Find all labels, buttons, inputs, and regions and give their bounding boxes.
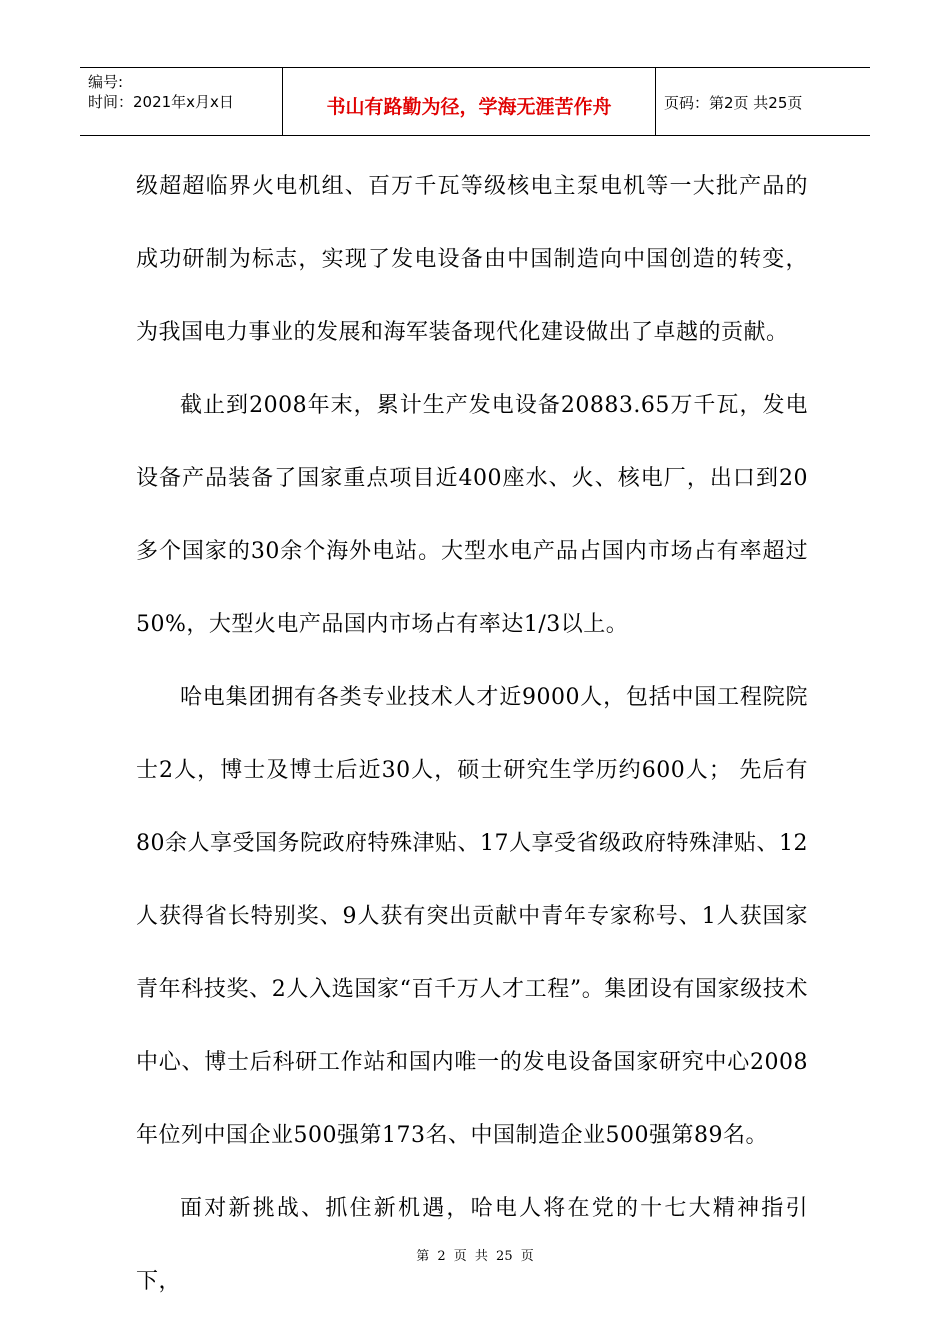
page-header (80, 67, 870, 136)
number-label: 编号: (88, 73, 124, 91)
paragraph-1: 级超超临界火电机组、百万千瓦等级核电主泵电机等一大批产品的成功研制为标志，实现了发电设备由中国制造向中国创造的转变，为我国电力事业的发展和海军装备现代化建设做出了卓越的贡献。 (136, 174, 808, 345)
page-code: 页码：第2页 共25页 (664, 94, 803, 112)
document-body (136, 150, 808, 1318)
header-page-cell (656, 68, 870, 135)
motto-text: 书山有路勤为径，学海无涯苦作舟 (326, 96, 612, 118)
paragraph-4: 面对新挑战、抓住新机遇，哈电人将在党的十七大精神指引下， (136, 1196, 808, 1294)
header-meta-cell (80, 68, 283, 135)
time-label: 时间：2021年x月x日 (88, 93, 234, 111)
footer-page-number: 第 2 页 共 25 页 (416, 1249, 534, 1264)
paragraph-2: 截止到2008年末，累计生产发电设备20883.65万千瓦，发电设备产品装备了国家重点项目近400座水、火、核电厂，出口到20多个国家的30余个海外电站。大型水电产品占国内市场占有率超过50%，大型火电产品国内市场占有率达1/3以上。 (136, 393, 808, 637)
header-motto-cell (283, 68, 656, 135)
paragraph-3: 哈电集团拥有各类专业技术人才近9000人，包括中国工程院院士2人，博士及博士后近30人，硕士研究生学历约600人； 先后有80余人享受国务院政府特殊津贴、17人享受省级政府特殊津贴、12人获得省长特别奖、9人获有突出贡献中青年专家称号、1人获国家青年科技奖、2人入选国家“百千万人才工程”。集团设有国家级技术中心、博士后科研工作站和国内唯一的发电设备国家研究中心2008年位列中国企业500强第173名、中国制造企业500强第89名。 (136, 685, 808, 1148)
page-footer (0, 1245, 950, 1264)
